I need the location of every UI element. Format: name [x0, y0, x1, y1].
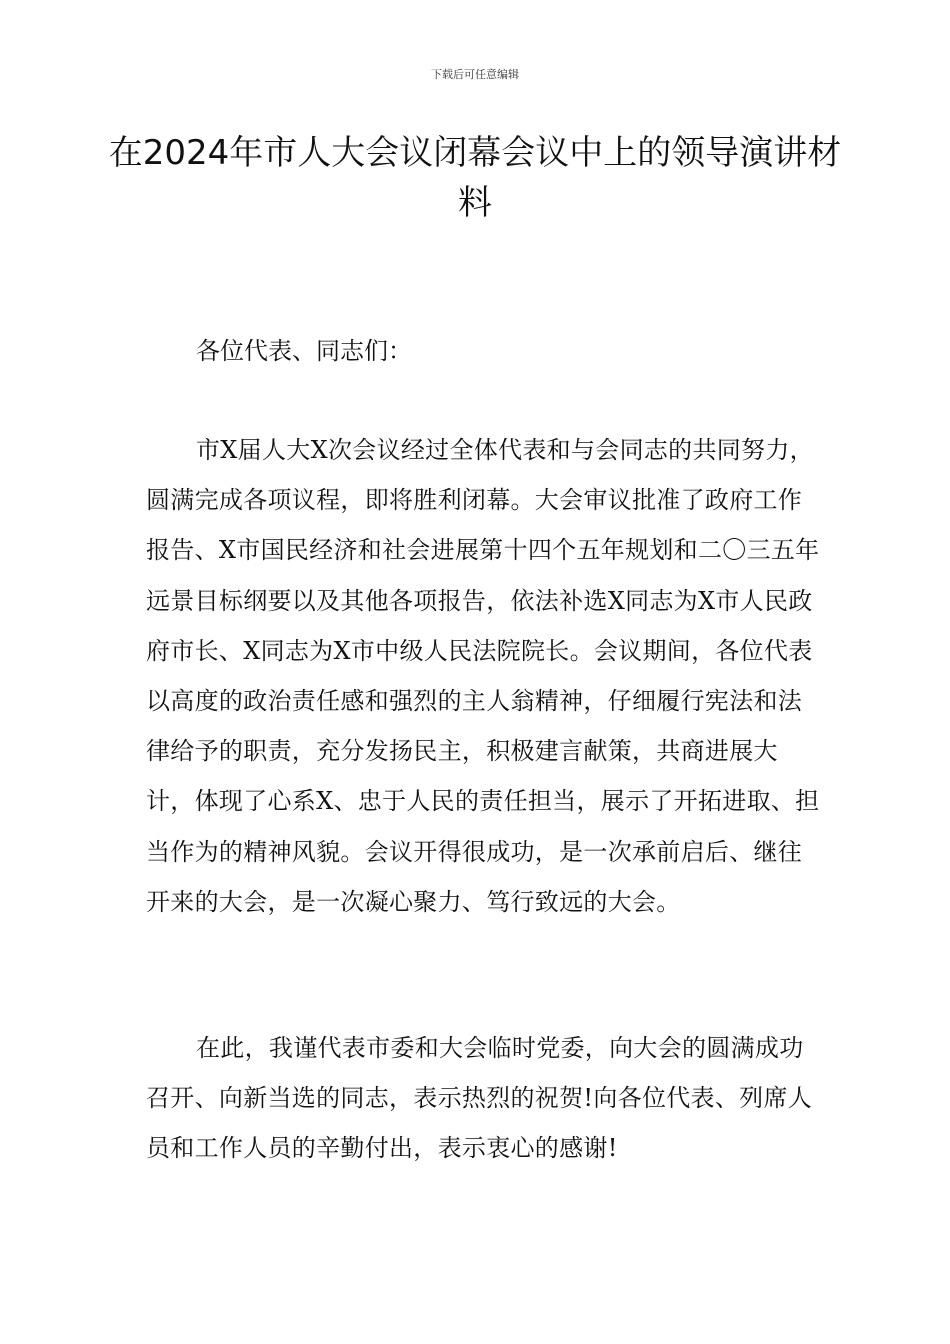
- document-title: 在2024年市人大会议闭幕会议中上的领导演讲材料: [108, 133, 842, 223]
- body-paragraph: 市X届人大X次会议经过全体代表和与会同志的共同努力，圆满完成各项议程，即将胜利闭幕。大会审议批准了政府工作报告、X市国民经济和社会进展第十四个五年规划和二〇三五年远景目标纲要以及其他各项报告，依法补选X同志为X市人民政府市长、X同志为X市中级人民法院院长。会议期间，各位代表以高度的政治责任感和强烈的主人翁精神，仔细履行宪法和法律给予的职责，充分发扬民主，积极建言献策，共商进展大计，体现了心系X、忠于人民的责任担当，展示了开拓进取、担当作为的精神风貌。会议开得很成功，是一次承前启后、继往开来的大会，是一次凝心聚力、笃行致远的大会。: [146, 436, 820, 916]
- header-note: 下载后可任意编辑: [431, 68, 519, 81]
- body-paragraph: 在此，我谨代表市委和大会临时党委，向大会的圆满成功召开、向新当选的同志，表示热烈的祝贺!向各位代表、列席人员和工作人员的辛勤付出，表示衷心的感谢!: [146, 1034, 813, 1163]
- salutation: 各位代表、同志们：: [196, 337, 412, 365]
